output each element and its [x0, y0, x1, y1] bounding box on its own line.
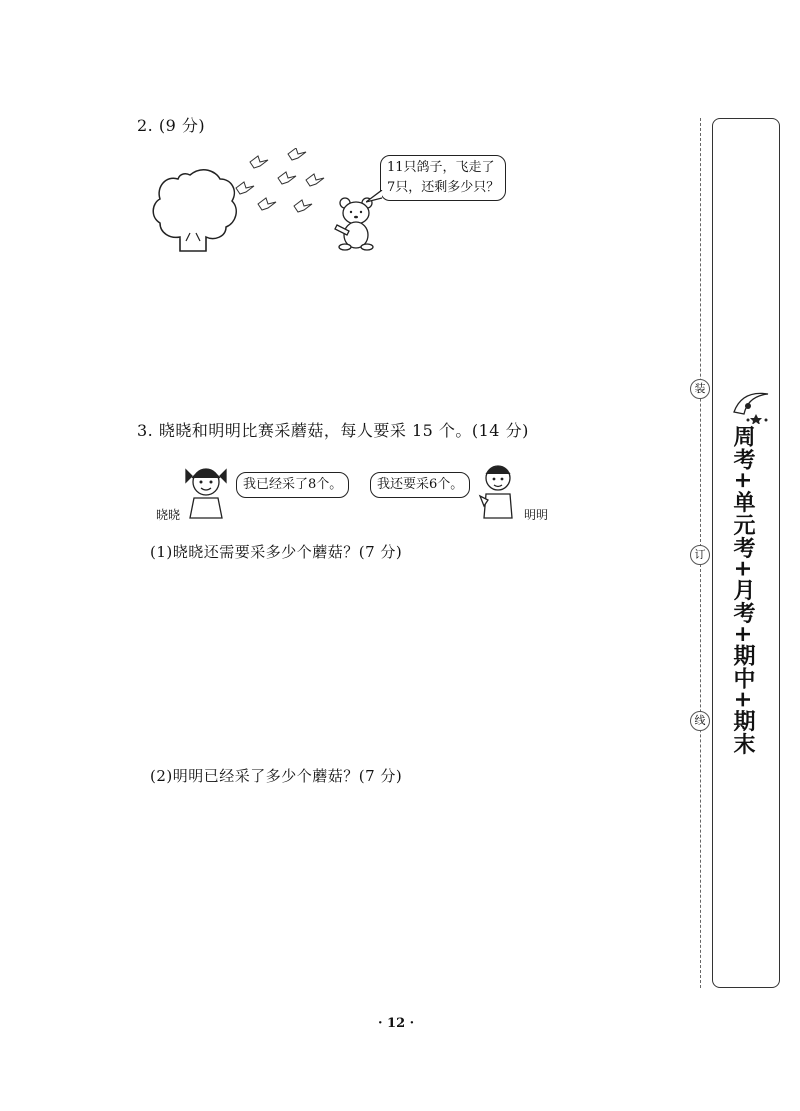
mingming-name-label: 明明 [524, 508, 549, 522]
xiaoxiao-name-label: 晓晓 [156, 508, 181, 522]
sub-question-1: (1)晓晓还需要采多少个蘑菇？(7 分) [150, 543, 403, 561]
bubble-tail [366, 190, 384, 204]
sidebar-series-title: 周考+单元考+月考+期中+期末 [730, 425, 755, 756]
tree-illustration [150, 165, 240, 257]
speech-line-1: 11只鸽子，飞走了 [387, 160, 495, 175]
binding-mark-zhuang: 装 [690, 379, 710, 399]
question-3-title: 3. 晓晓和明明比赛采蘑菇，每人要采 15 个。(14 分) [137, 421, 529, 440]
xiaoxiao-speech-bubble: 我已经采了8个。 [236, 472, 349, 498]
girl-character [178, 458, 234, 520]
question-2-speech-bubble [380, 155, 506, 201]
binding-mark-ding: 订 [690, 545, 710, 565]
page-number: · 12 · [378, 1016, 415, 1031]
doves-illustration [232, 148, 332, 218]
mingming-speech-bubble: 我还要采6个。 [370, 472, 470, 498]
sub-question-2: (2)明明已经采了多少个蘑菇？(7 分) [150, 767, 403, 785]
binding-mark-xian: 线 [690, 711, 710, 731]
star-logo-icon [728, 384, 774, 424]
speech-line-2: 7只，还剩多少只？ [387, 180, 500, 195]
boy-character [474, 458, 522, 520]
question-2-title: 2. (9 分) [137, 116, 206, 135]
